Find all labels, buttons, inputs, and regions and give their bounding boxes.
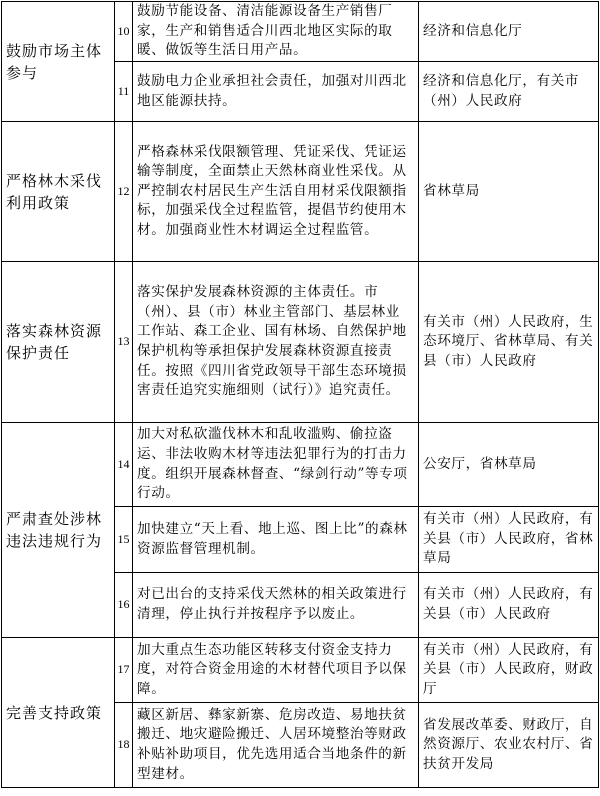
policy-measures-table <box>1 1 599 788</box>
measure-cell: 严格森林采伐限额管理、凭证采伐、凭证运输等制度，全面禁止天然林商业性采伐。从严控制农村居民生产生活自用材采伐限额指标，加强采伐全过程监管，提倡节约使用木材。加强商业性木材调运全过程监管。 <box>133 122 419 262</box>
department-cell: 省发展改革委、财政厅，自然资源厅、农业农村厅、省扶贫开发局 <box>419 703 599 788</box>
table-row <box>2 262 599 423</box>
measure-cell: 加快建立“天上看、地上巡、图上比”的森林资源监督管理机制。 <box>133 507 419 573</box>
measure-cell: 落实保护发展森林资源的主体责任。市（州）、县（市）林业主管部门、基层林业工作站、森工企业、国有林场、自然保护地保护机构等承担保护发展森林资源直接责任。按照《四川省党政领导干部生态环境损害责任追究实施细则（试行）》追究责任。 <box>133 262 419 423</box>
table-row <box>2 2 599 62</box>
table-row <box>2 122 599 262</box>
item-number: 11 <box>115 62 133 122</box>
category-cell: 严格林木采伐利用政策 <box>2 122 115 262</box>
category-cell: 鼓励市场主体参与 <box>2 2 115 122</box>
department-cell: 省林草局 <box>419 122 599 262</box>
item-number: 17 <box>115 638 133 703</box>
department-cell: 经济和信息化厅 <box>419 2 599 62</box>
item-number: 14 <box>115 423 133 507</box>
measure-cell: 藏区新居、彝家新寨、危房改造、易地扶贫搬迁、地灾避险搬迁、人居环境整治等财政补贴补助项目，优先选用适合当地条件的新型建材。 <box>133 703 419 788</box>
department-cell: 有关市（州）人民政府，生态环境厅、省林草局、有关县（市）人民政府 <box>419 262 599 423</box>
measure-cell: 加大重点生态功能区转移支付资金支持力度，对符合资金用途的木材替代项目予以保障。 <box>133 638 419 703</box>
measure-cell: 对已出台的支持采伐天然林的相关政策进行清理，停止执行并按程序予以废止。 <box>133 573 419 638</box>
item-number: 10 <box>115 2 133 62</box>
category-cell: 严肃查处涉林违法违规行为 <box>2 423 115 638</box>
item-number: 15 <box>115 507 133 573</box>
table-row <box>2 638 599 703</box>
item-number: 18 <box>115 703 133 788</box>
item-number: 13 <box>115 262 133 423</box>
category-cell: 落实森林资源保护责任 <box>2 262 115 423</box>
category-cell: 完善支持政策 <box>2 638 115 788</box>
measure-cell: 鼓励电力企业承担社会责任，加强对川西北地区能源扶持。 <box>133 62 419 122</box>
item-number: 12 <box>115 122 133 262</box>
department-cell: 公安厅，省林草局 <box>419 423 599 507</box>
measure-cell: 加大对私砍滥伐林木和乱收滥购、偷拉盗运、非法收购木材等违法犯罪行为的打击力度。组织开展森林督查、“绿剑行动”等专项行动。 <box>133 423 419 507</box>
department-cell: 有关市（州）人民政府，有关县（市）人民政府，省林草局 <box>419 507 599 573</box>
department-cell: 有关市（州）人民政府，有关县（市）人民政府，财政厅 <box>419 638 599 703</box>
table-row <box>2 423 599 507</box>
department-cell: 经济和信息化厅，有关市（州）人民政府 <box>419 62 599 122</box>
department-cell: 有关市（州）人民政府，有关县（市）人民政府 <box>419 573 599 638</box>
measure-cell: 鼓励节能设备、清洁能源设备生产销售厂家，生产和销售适合川西北地区实际的取暖、做饭等生活日用产品。 <box>133 2 419 62</box>
item-number: 16 <box>115 573 133 638</box>
